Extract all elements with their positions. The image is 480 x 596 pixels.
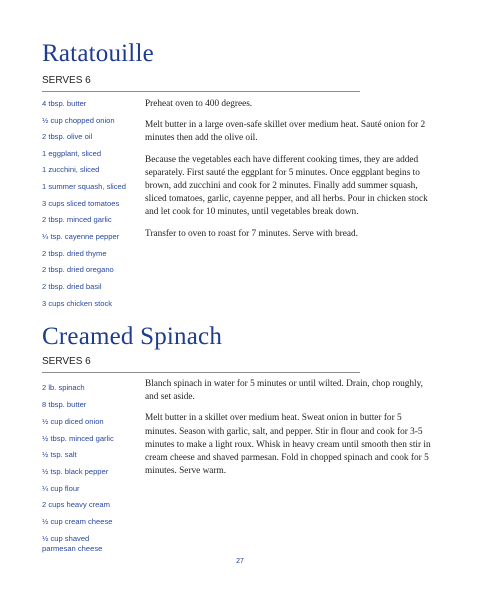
ingredient-item: 2 tbsp. olive oil (42, 132, 93, 141)
ingredient-list (42, 383, 142, 554)
ingredient-item: ½ tsp. black pepper (42, 467, 109, 476)
ingredient-item: 8 tbsp. butter (42, 400, 87, 409)
recipe-title: Creamed Spinach (42, 323, 223, 350)
ingredient-item: 1 zucchini, sliced (42, 165, 100, 174)
ingredient-item: 2 tbsp. dried thyme (42, 249, 107, 258)
ingredient-item: ½ cup chopped onion (42, 116, 115, 125)
ingredient-item: ½ cup diced onion (42, 417, 104, 426)
ingredient-list (42, 99, 142, 315)
instruction-step: Transfer to oven to roast for 7 minutes. Serve with bread. (145, 228, 358, 239)
ingredient-item: ½ tbsp. minced garlic (42, 434, 114, 443)
ingredient-item: 2 tbsp. minced garlic (42, 215, 112, 224)
ingredient-item: 2 cups heavy cream (42, 500, 110, 509)
ingredient-item: 3 cups chicken stock (42, 299, 113, 308)
section-divider (42, 372, 360, 373)
section-divider (42, 91, 360, 92)
recipe-title: Ratatouille (42, 40, 154, 67)
serves-label: SERVES 6 (42, 75, 91, 86)
instruction-step: Because the vegetables each have different cooking times, they are added separately. First sauté the eggplant for 5 minutes. Once eggplant begins to brown, add zucchini and cook for 2 minutes. Finally add summer squash, sliced tomatoes, garlic, cayenne pepper, and all herbs. Pour in chicken stock and let cook for 10 minutes, until vegetables break down. (145, 154, 428, 218)
page-number: 27 (236, 558, 244, 565)
ingredient-item: 2 tbsp. dried basil (42, 282, 102, 291)
instructions (145, 378, 435, 486)
serves-label: SERVES 6 (42, 356, 91, 367)
instruction-step: Blanch spinach in water for 5 minutes or until wilted. Drain, chop roughly, and set aside. (145, 379, 423, 403)
ingredient-item: ½ cup cream cheese (42, 517, 113, 526)
instructions (145, 98, 435, 249)
ingredient-item: 1 eggplant, sliced (42, 149, 102, 158)
instruction-step: Melt butter in a large oven-safe skillet over medium heat. Sauté onion for 2 minutes then add the olive oil. (145, 120, 426, 144)
ingredient-item: ¼ tsp. cayenne pepper (42, 232, 120, 241)
instruction-step: Melt butter in a skillet over medium heat. Sweat onion in butter for 5 minutes. Season with garlic, salt, and pepper. Stir in flour and cook for 3-5 minutes to make a light roux. Whisk in heavy cream until smooth then stir in cream cheese and shaved parmesan. Fold in chopped spinach and cook for 5 minutes. Serve warm. (145, 413, 431, 477)
ingredient-item: 3 cups sliced tomatoes (42, 199, 120, 208)
ingredient-item: 4 tbsp. butter (42, 99, 87, 108)
ingredient-item: 2 lb. spinach (42, 383, 85, 392)
ingredient-item: ¼ cup flour (42, 484, 80, 493)
ingredient-item: ½ cup shaved parmesan cheese (42, 534, 103, 553)
ingredient-item: 1 summer squash, sliced (42, 182, 126, 191)
ingredient-item: ½ tsp. salt (42, 450, 77, 459)
instruction-step: Preheat oven to 400 degrees. (145, 99, 253, 109)
ingredient-item: 2 tbsp. dried oregano (42, 265, 114, 274)
